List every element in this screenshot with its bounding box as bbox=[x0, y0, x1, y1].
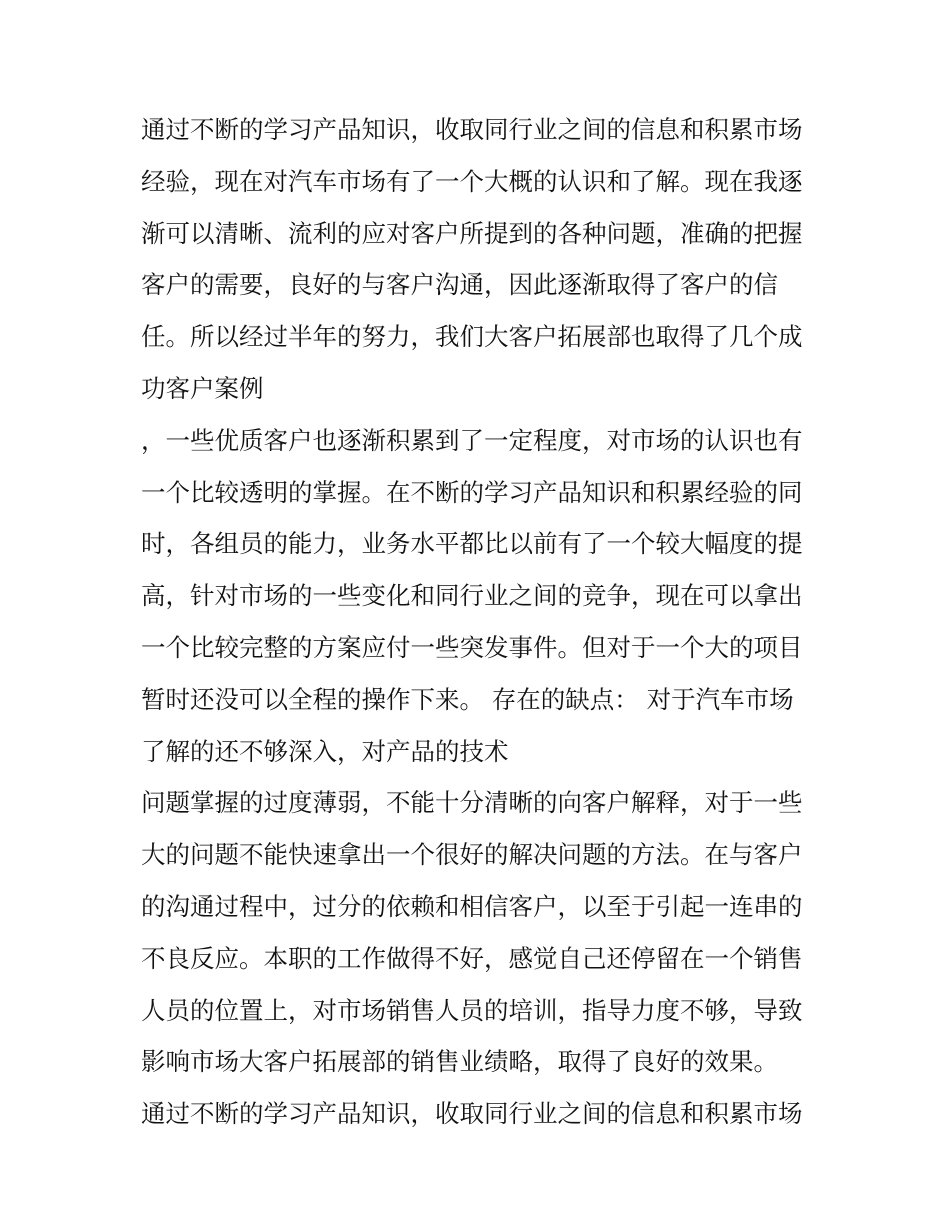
text-line: ，一些优质客户也逐渐积累到了一定程度，对市场的认识也有 bbox=[141, 425, 803, 455]
text-line: 时，各组员的能力，业务水平都比以前有了一个较大幅度的提 bbox=[141, 529, 803, 559]
text-line: 暂时还没可以全程的操作下来。 存在的缺点： 对于汽车市场 bbox=[141, 684, 794, 714]
text-line: 通过不断的学习产品知识，收取同行业之间的信息和积累市场 bbox=[141, 115, 803, 144]
text-line: 人员的位置上，对市场销售人员的培训，指导力度不够，导致 bbox=[141, 995, 803, 1025]
body-text bbox=[141, 104, 821, 1140]
text-line: 了解的还不够深入，对产品的技术 bbox=[141, 736, 509, 766]
text-line: 通过不断的学习产品知识，收取同行业之间的信息和积累市场 bbox=[141, 1099, 803, 1129]
text-line: 客户的需要，良好的与客户沟通，因此逐渐取得了客户的信 bbox=[141, 270, 778, 300]
text-line: 影响市场大客户拓展部的销售业绩略，取得了良好的效果。 bbox=[141, 1047, 778, 1077]
text-line: 不良反应。本职的工作做得不好，感觉自己还停留在一个销售 bbox=[141, 943, 803, 973]
text-line: 渐可以清晰、流利的应对客户所提到的各种问题，准确的把握 bbox=[141, 218, 803, 248]
text-line: 经验，现在对汽车市场有了一个大概的认识和了解。现在我逐 bbox=[141, 166, 803, 196]
text-line: 功客户案例 bbox=[141, 373, 264, 403]
text-line: 高，针对市场的一些变化和同行业之间的竞争，现在可以拿出 bbox=[141, 581, 803, 611]
text-line: 任。所以经过半年的努力，我们大客户拓展部也取得了几个成 bbox=[141, 322, 803, 352]
text-line: 一个比较完整的方案应付一些突发事件。但对于一个大的项目 bbox=[141, 632, 803, 662]
text-line: 一个比较透明的掌握。在不断的学习产品知识和积累经验的同 bbox=[141, 477, 803, 507]
text-line: 大的问题不能快速拿出一个很好的解决问题的方法。在与客户 bbox=[141, 840, 803, 870]
text-line: 问题掌握的过度薄弱，不能十分清晰的向客户解释，对于一些 bbox=[141, 788, 803, 818]
text-line: 的沟通过程中，过分的依赖和相信客户，以至于引起一连串的 bbox=[141, 891, 803, 921]
